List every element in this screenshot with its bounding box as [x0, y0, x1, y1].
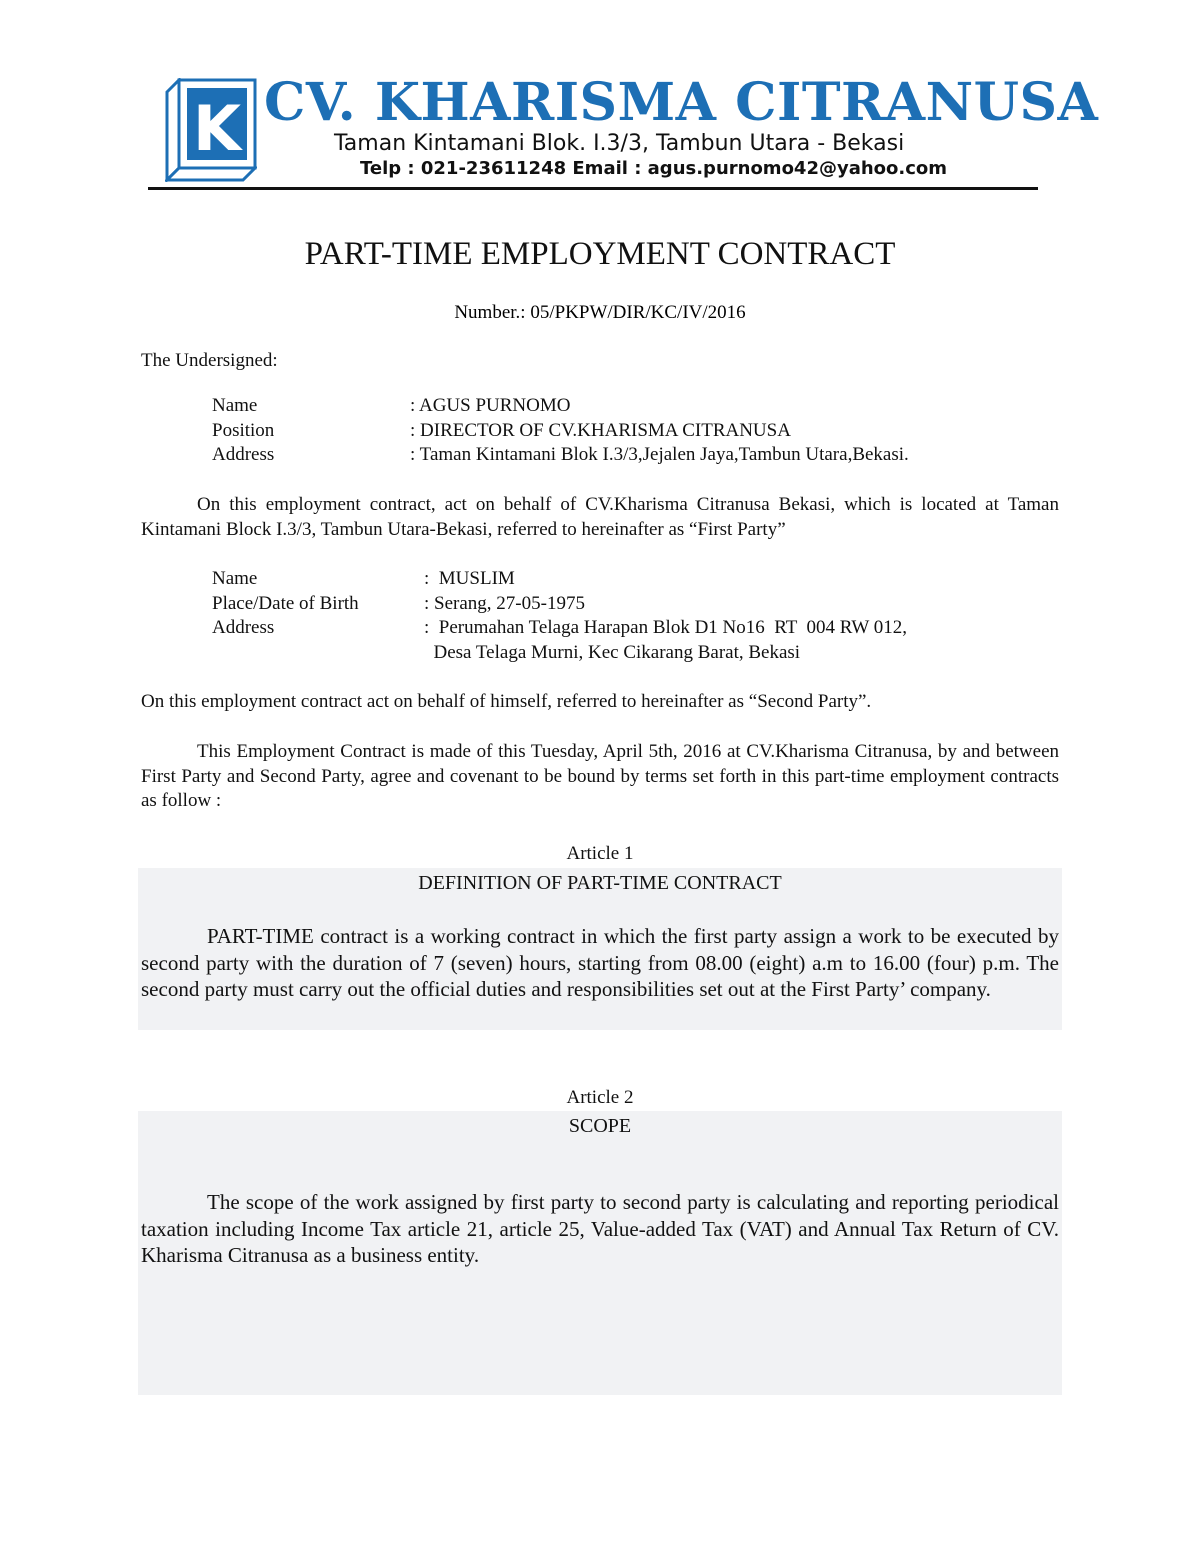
- article-section: [138, 868, 1062, 1030]
- detail-value: : Perumahan Telaga Harapan Blok D1 No16 RT 004 RW 012,: [424, 617, 908, 638]
- detail-value: : MUSLIM: [424, 568, 515, 589]
- undersigned-label: The Undersigned:: [141, 350, 278, 371]
- detail-value: : AGUS PURNOMO: [410, 395, 571, 416]
- first-party-details: [212, 394, 909, 468]
- company-address: Taman Kintamani Blok. I.3/3, Tambun Utara - Bekasi: [334, 131, 905, 156]
- detail-row: [212, 592, 907, 617]
- article-section: [138, 1111, 1062, 1395]
- detail-label: Place/Date of Birth: [212, 592, 359, 614]
- detail-label: Address: [212, 617, 275, 638]
- document-number: Number.: 05/PKPW/DIR/KC/IV/2016: [454, 302, 746, 323]
- detail-value: : Taman Kintamani Blok I.3/3,Jejalen Jaya,Tambun Utara,Bekasi.: [410, 444, 909, 465]
- company-contact: Telp : 021-23611248 Email : agus.purnomo42@yahoo.com: [360, 158, 948, 179]
- detail-label: Name: [212, 395, 258, 416]
- first-party-paragraph: On this employment contract, act on behalf of CV.Kharisma Citranusa Bekasi, which is located at Taman Kintamani Block I.3/3, Tambun Utara-Bekasi, referred to hereinafter as “First Party”: [141, 494, 1059, 540]
- company-logo-icon: [165, 78, 257, 182]
- detail-row: [212, 394, 909, 419]
- article-body: The scope of the work assigned by first party to second party is calculating and reporting periodical taxation including Income Tax article 21, article 25, Value-added Tax (VAT) and Annual Tax Return of CV. Kharisma Citranusa as a business entity.: [141, 1190, 1059, 1267]
- detail-value: : DIRECTOR OF CV.KHARISMA CITRANUSA: [410, 419, 791, 441]
- article-title: DEFINITION OF PART-TIME CONTRACT: [418, 872, 782, 894]
- company-name: CV. KHARISMA CITRANUSA: [264, 72, 1099, 133]
- document-title: PART-TIME EMPLOYMENT CONTRACT: [304, 236, 896, 272]
- detail-row: [212, 616, 907, 641]
- article-number: Article 1: [566, 843, 634, 864]
- detail-row: [212, 567, 907, 592]
- second-party-paragraph: On this employment contract act on behalf of himself, referred to hereinafter as “Second Party”.: [141, 691, 872, 712]
- detail-value: Desa Telaga Murni, Kec Cikarang Barat, Bekasi: [424, 641, 801, 663]
- detail-label: Position: [212, 419, 275, 441]
- detail-row: [212, 419, 909, 444]
- letterhead: [140, 72, 1099, 194]
- second-party-details: [212, 567, 907, 665]
- detail-label: Address: [212, 444, 275, 465]
- article-title: SCOPE: [568, 1115, 632, 1137]
- detail-label: [212, 641, 424, 666]
- article-body: PART-TIME contract is a working contract in which the first party assign a work to be executed by second party with the duration of 7 (seven) hours, starting from 08.00 (eight) a.m to 16.00 (four) p.m. The second party must carry out the official duties and responsibilities set out at the First Party’ company.: [141, 924, 1059, 1001]
- detail-label: Name: [212, 568, 258, 589]
- svg-text:K: K: [192, 92, 242, 165]
- detail-value: : Serang, 27-05-1975: [424, 592, 585, 614]
- intro-paragraph: This Employment Contract is made of this Tuesday, April 5th, 2016 at CV.Kharisma Citranusa, by and between First Party and Second Party, agree and covenant to be bound by terms set forth in this part-time employment contracts as follow :: [141, 741, 1059, 811]
- detail-row: [212, 641, 907, 666]
- letterhead-divider: [148, 187, 1038, 190]
- article-number: Article 2: [566, 1087, 634, 1108]
- detail-row: [212, 443, 909, 468]
